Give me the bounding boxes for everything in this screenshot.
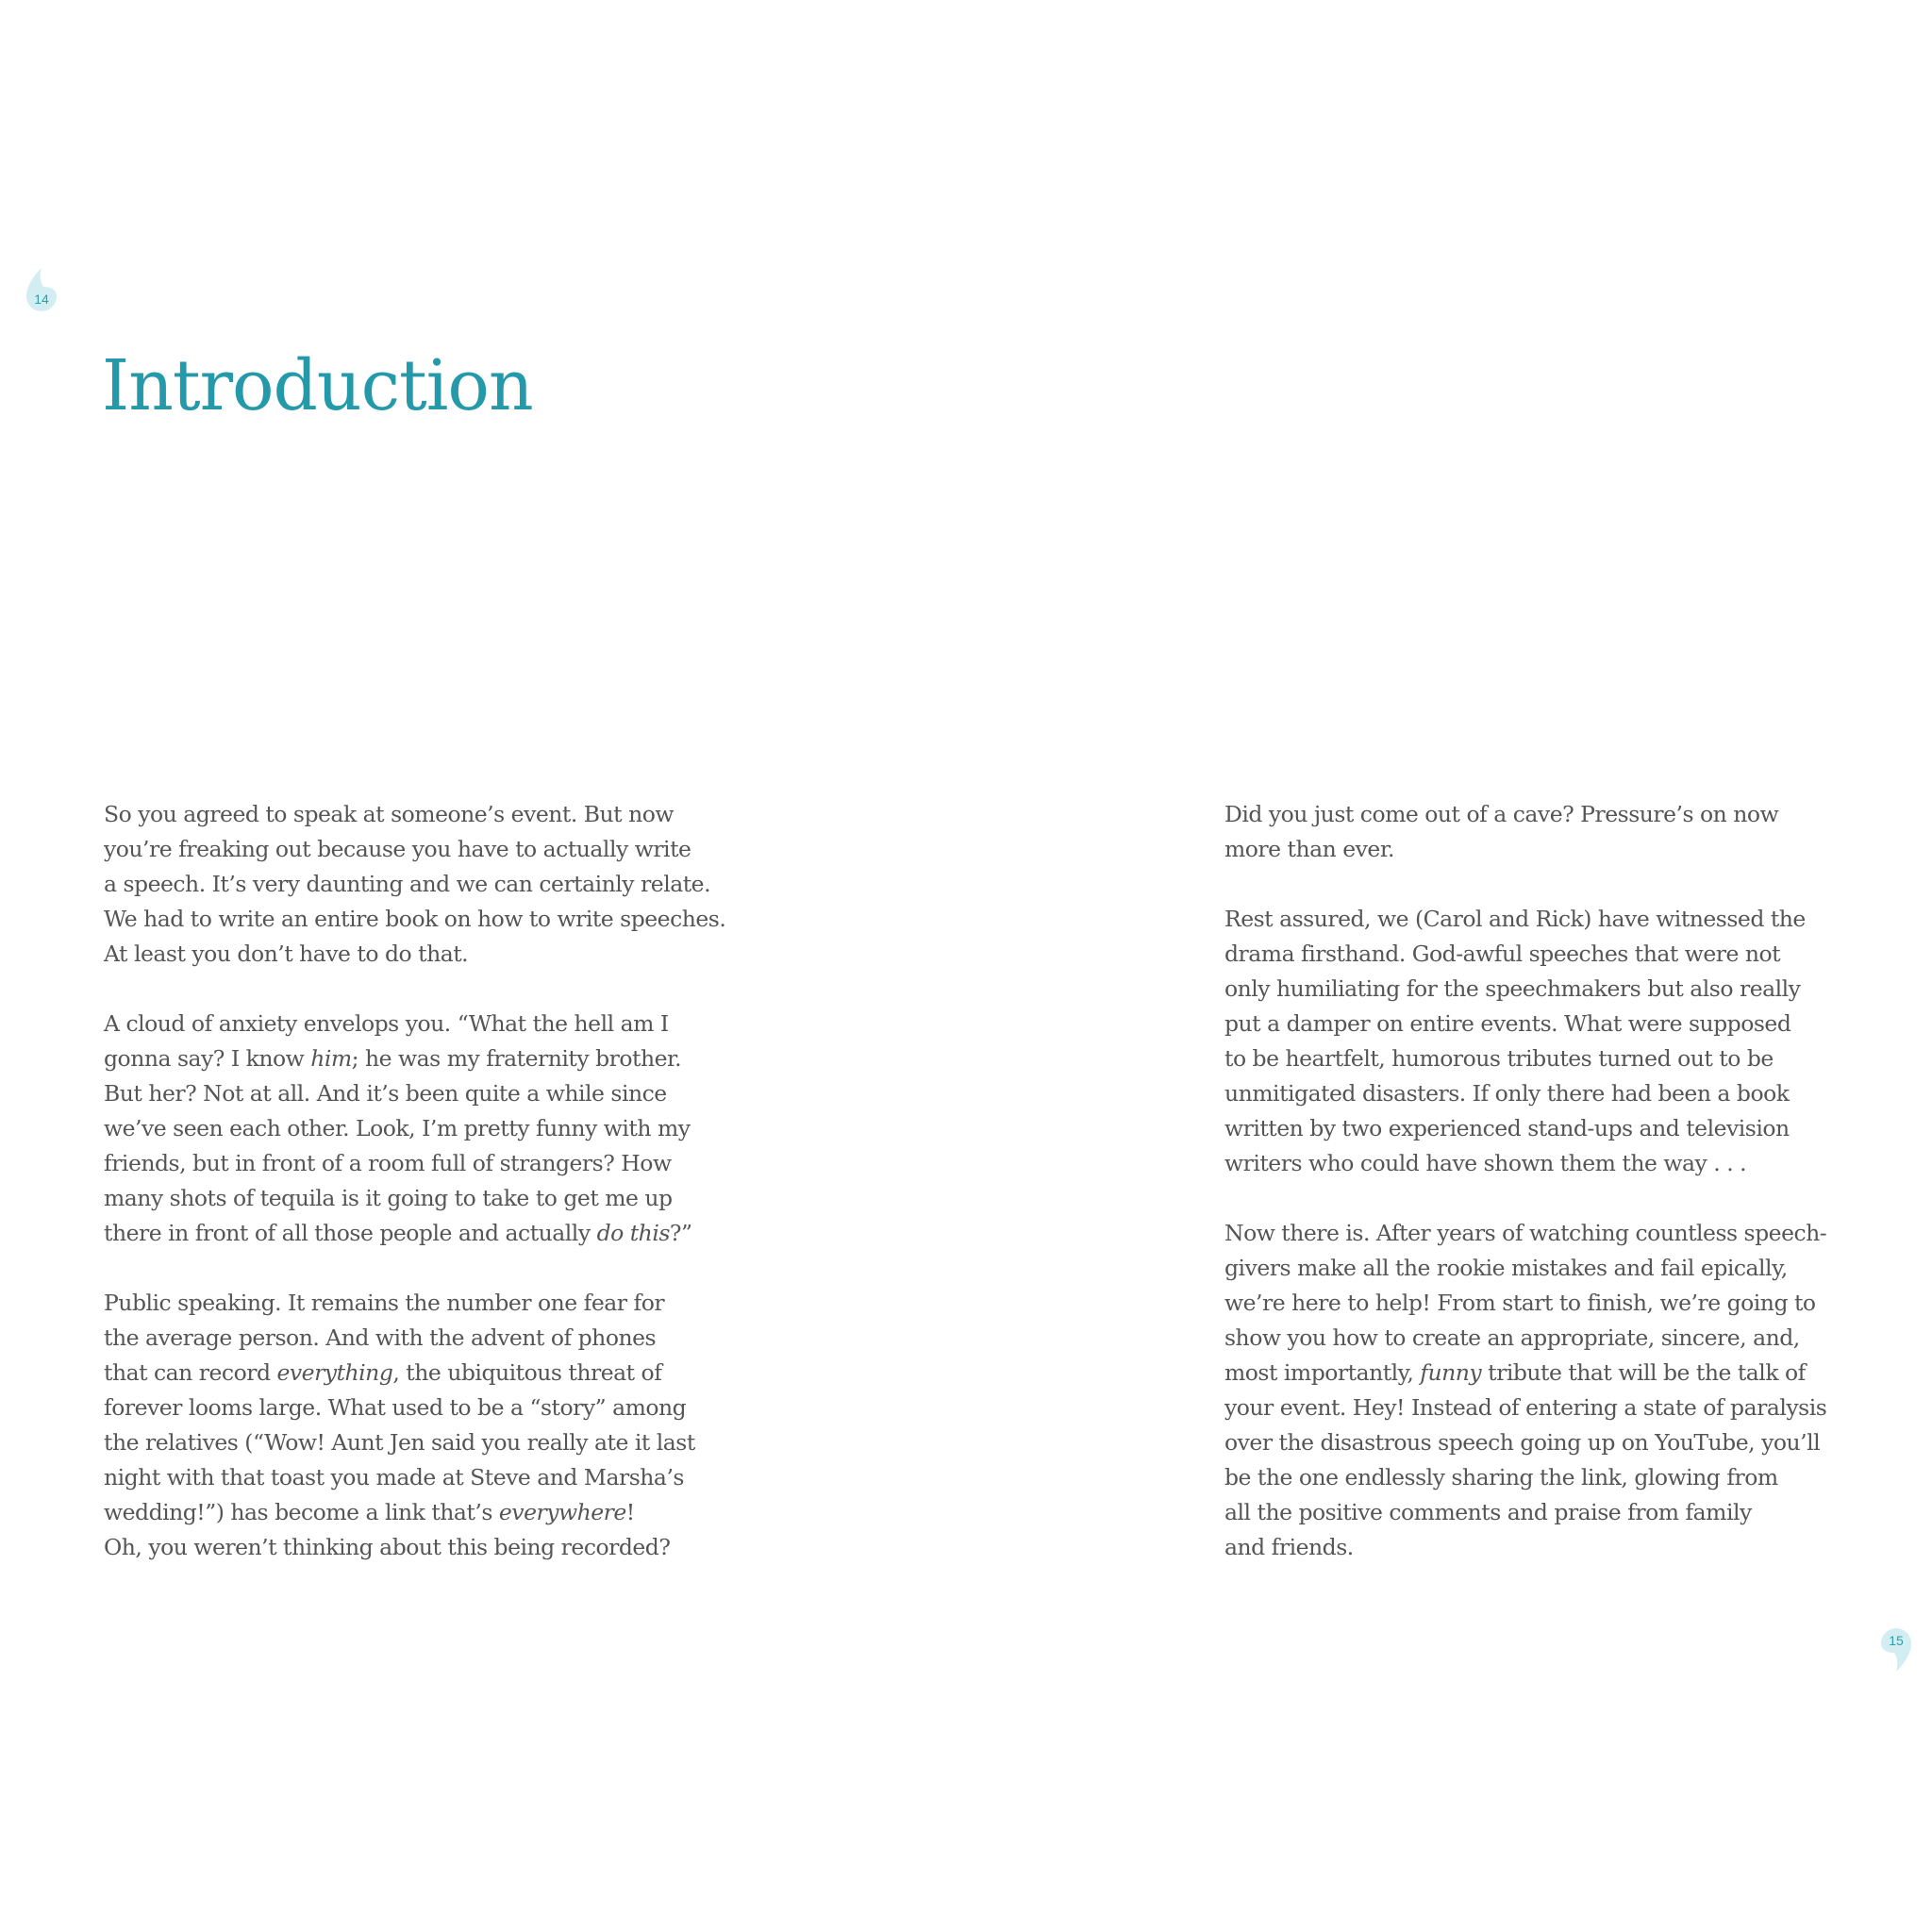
page-marker-icon bbox=[1879, 1624, 1913, 1674]
text-line: Rest assured, we (Carol and Rick) have witnessed the bbox=[1224, 906, 1806, 932]
page-number-right-label: 15 bbox=[1889, 1633, 1904, 1648]
paragraph bbox=[1224, 1216, 1828, 1565]
emphasis-text: do this bbox=[596, 1220, 670, 1246]
text-run: gonna say? I know bbox=[104, 1045, 311, 1072]
paragraph bbox=[104, 797, 745, 972]
text-line: So you agreed to speak at someone’s event. But now bbox=[104, 801, 674, 827]
text-line: But her? Not at all. And it’s been quite a while since bbox=[104, 1080, 667, 1107]
text-run: tribute that will be the talk of bbox=[1481, 1359, 1806, 1386]
text-line: you’re freaking out because you have to actually write bbox=[104, 836, 691, 862]
text-line: all the positive comments and praise from family bbox=[1224, 1499, 1752, 1525]
text-run: ! bbox=[625, 1499, 635, 1525]
text-line: written by two experienced stand-ups and television bbox=[1224, 1115, 1790, 1141]
text-line: unmitigated disasters. If only there had been a book bbox=[1224, 1080, 1790, 1107]
emphasis-text: funny bbox=[1420, 1359, 1482, 1386]
text-line: we’re here to help! From start to finish, we’re going to bbox=[1224, 1290, 1816, 1316]
page-title: Introduction bbox=[102, 345, 533, 426]
text-run: wedding!”) has become a link that’s bbox=[104, 1499, 499, 1525]
page-number-left-label: 14 bbox=[34, 291, 49, 307]
paragraph bbox=[1224, 902, 1828, 1181]
text-line: drama firsthand. God-awful speeches that were not bbox=[1224, 941, 1781, 967]
text-line bbox=[104, 1041, 745, 1076]
text-line: Oh, you weren’t thinking about this being recorded? bbox=[104, 1534, 671, 1560]
text-line: your event. Hey! Instead of entering a state of paralysis bbox=[1224, 1394, 1827, 1421]
text-line: friends, but in front of a room full of strangers? How bbox=[104, 1150, 672, 1176]
text-line bbox=[1224, 1356, 1828, 1391]
text-run: ?” bbox=[669, 1220, 692, 1246]
text-line: over the disastrous speech going up on YouTube, you’ll bbox=[1224, 1429, 1821, 1456]
paragraph bbox=[104, 1007, 745, 1251]
text-line: writers who could have shown them the way . . . bbox=[1224, 1150, 1747, 1176]
text-line: Public speaking. It remains the number one fear for bbox=[104, 1290, 665, 1316]
text-line: Now there is. After years of watching countless speech- bbox=[1224, 1220, 1827, 1246]
right-column bbox=[1224, 797, 1828, 1600]
text-line: to be heartfelt, humorous tributes turned out to be bbox=[1224, 1045, 1774, 1072]
text-line: a speech. It’s very daunting and we can certainly relate. bbox=[104, 871, 711, 897]
text-line: givers make all the rookie mistakes and fail epically, bbox=[1224, 1255, 1788, 1281]
text-run: that can record bbox=[104, 1359, 277, 1386]
text-line: show you how to create an appropriate, sincere, and, bbox=[1224, 1324, 1800, 1351]
text-line: At least you don’t have to do that. bbox=[104, 941, 469, 967]
text-line bbox=[104, 1495, 745, 1530]
text-run: most importantly, bbox=[1224, 1359, 1421, 1386]
text-line: the average person. And with the advent of phones bbox=[104, 1324, 657, 1351]
text-line: A cloud of anxiety envelops you. “What the hell am I bbox=[104, 1010, 669, 1037]
text-run: there in front of all those people and actually bbox=[104, 1220, 597, 1246]
page-number-left bbox=[25, 266, 58, 315]
text-line: forever looms large. What used to be a “story” among bbox=[104, 1394, 687, 1421]
text-line bbox=[104, 1216, 745, 1251]
text-run: , the ubiquitous threat of bbox=[392, 1359, 662, 1386]
text-line: only humiliating for the speechmakers but also really bbox=[1224, 975, 1801, 1002]
paragraph bbox=[1224, 797, 1828, 867]
text-line: many shots of tequila is it going to take to get me up bbox=[104, 1185, 673, 1211]
emphasis-text: everything bbox=[276, 1359, 393, 1386]
text-line: and friends. bbox=[1224, 1534, 1354, 1560]
page-marker-icon bbox=[25, 266, 58, 315]
paragraph bbox=[104, 1286, 745, 1565]
emphasis-text: everywhere bbox=[498, 1499, 626, 1525]
text-line: put a damper on entire events. What were supposed bbox=[1224, 1010, 1791, 1037]
text-line: we’ve seen each other. Look, I’m pretty funny with my bbox=[104, 1115, 691, 1141]
left-column bbox=[104, 797, 745, 1600]
text-run: ; he was my fraternity brother. bbox=[351, 1045, 682, 1072]
text-line: We had to write an entire book on how to write speeches. bbox=[104, 906, 726, 932]
page-number-right bbox=[1879, 1624, 1913, 1674]
text-line: night with that toast you made at Steve and Marsha’s bbox=[104, 1464, 684, 1491]
text-line: the relatives (“Wow! Aunt Jen said you really ate it last bbox=[104, 1429, 695, 1456]
emphasis-text: him bbox=[310, 1045, 352, 1072]
text-line: Did you just come out of a cave? Pressure’s on now bbox=[1224, 801, 1779, 827]
text-line: more than ever. bbox=[1224, 836, 1394, 862]
text-line bbox=[104, 1356, 745, 1391]
text-line: be the one endlessly sharing the link, glowing from bbox=[1224, 1464, 1778, 1491]
